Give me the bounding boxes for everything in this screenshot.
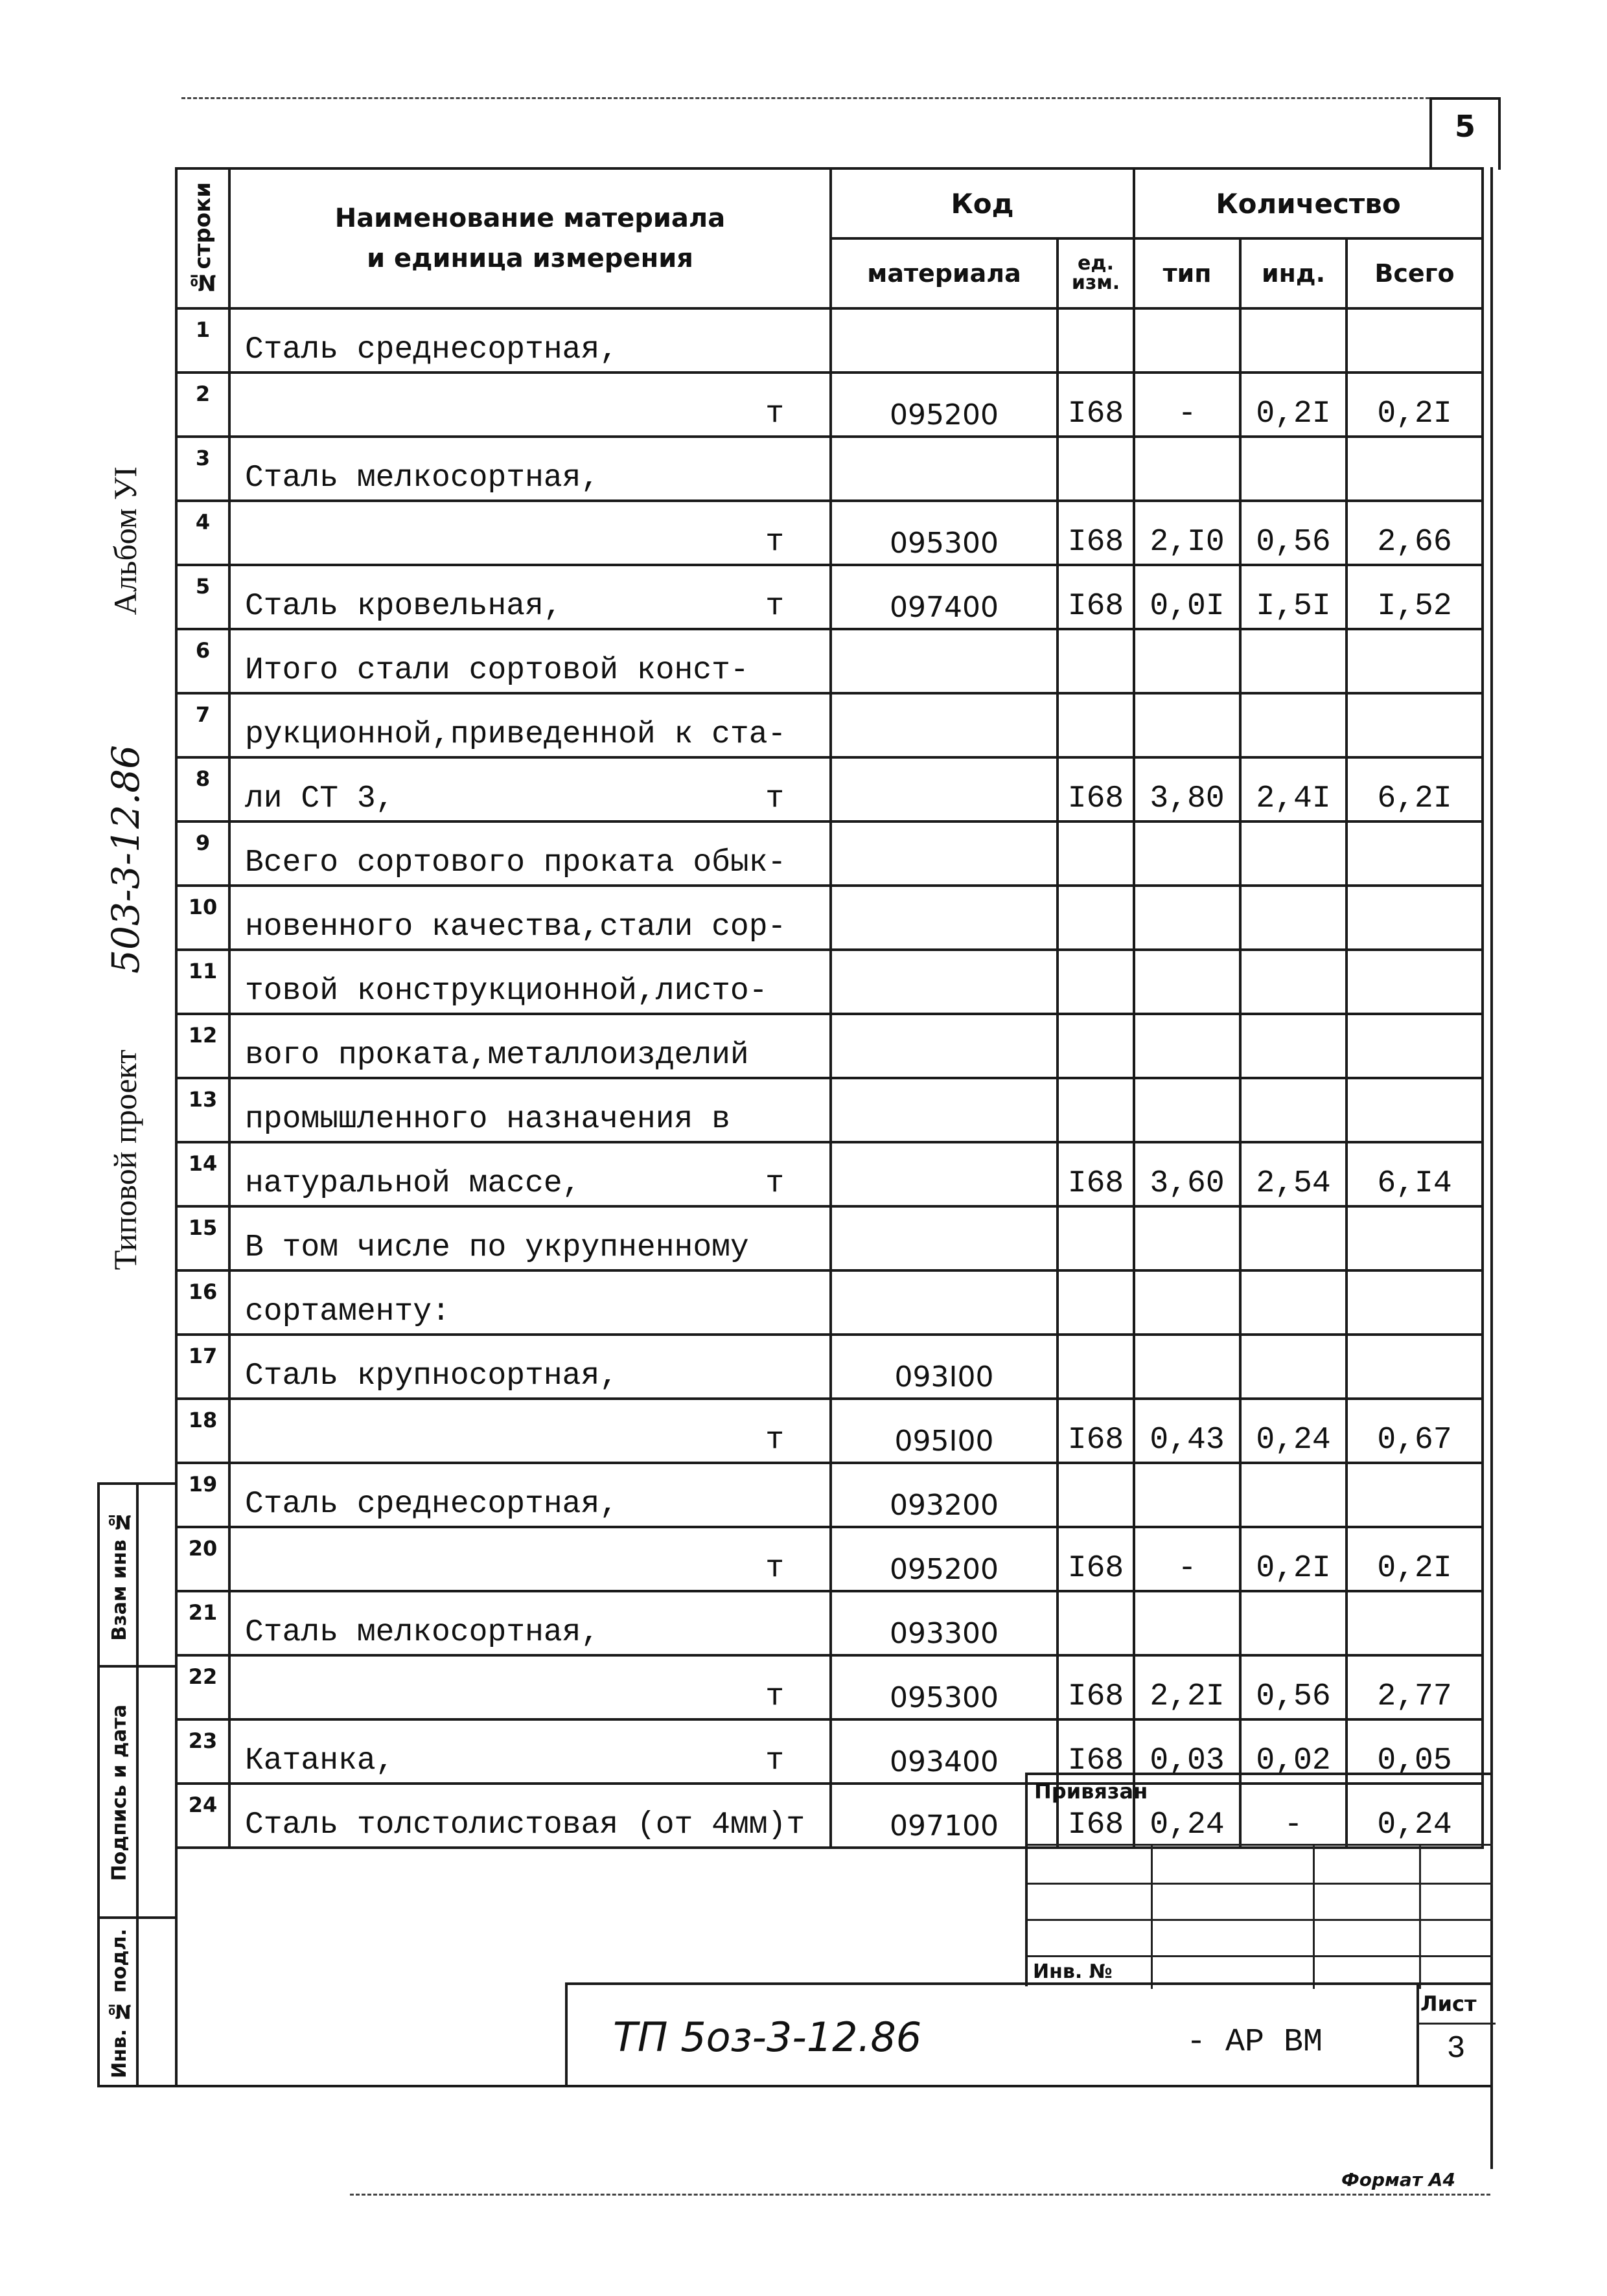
header-code-unit: ед. изм. <box>1058 238 1134 308</box>
unit-code: I68 <box>1058 757 1134 821</box>
material-code: 093300 <box>831 1591 1058 1655</box>
material-name <box>229 308 831 373</box>
unit-code <box>1058 1270 1134 1335</box>
row-number: 4 <box>176 501 229 565</box>
unit-code <box>1058 1335 1134 1399</box>
material-code <box>831 693 1058 757</box>
qty-total <box>1347 1463 1483 1527</box>
material-code: 095300 <box>831 1655 1058 1719</box>
qty-ind: 0,02 <box>1240 1719 1347 1784</box>
table-row <box>176 886 1483 950</box>
qty-total <box>1347 1335 1483 1399</box>
doc-code: ТП 5оз-3-12.86 <box>613 2014 922 2061</box>
project-code-side: 503-3-12.86 <box>104 745 148 974</box>
unit-of-measure: т <box>765 525 784 560</box>
material-name-text: Сталь мелкосортная, <box>245 461 600 496</box>
qty-typ <box>1134 1463 1240 1527</box>
table-row <box>176 1078 1483 1142</box>
table-row <box>176 1142 1483 1206</box>
qty-typ <box>1134 1078 1240 1142</box>
material-name <box>229 1206 831 1270</box>
qty-typ: 0,0I <box>1134 565 1240 629</box>
row-number: 16 <box>176 1270 229 1335</box>
stamp-column <box>97 1482 178 2087</box>
qty-ind <box>1240 886 1347 950</box>
header-row-number: №строки <box>176 168 229 308</box>
material-code <box>831 757 1058 821</box>
material-name <box>229 1527 831 1591</box>
header-name: Наименование материала и единица измерения <box>229 168 831 308</box>
qty-ind: 2,54 <box>1240 1142 1347 1206</box>
material-name-text: Сталь кровельная, <box>245 589 562 624</box>
table-row <box>176 950 1483 1014</box>
material-code: 097400 <box>831 565 1058 629</box>
material-name <box>229 1399 831 1463</box>
material-name <box>229 757 831 821</box>
qty-ind: 2,4I <box>1240 757 1347 821</box>
material-name-text: Катанка, <box>245 1743 395 1778</box>
table-row <box>176 821 1483 886</box>
table-row <box>176 1335 1483 1399</box>
material-code: 095200 <box>831 1527 1058 1591</box>
qty-ind <box>1240 693 1347 757</box>
unit-code <box>1058 437 1134 501</box>
header-qty-typ: тип <box>1134 238 1240 308</box>
qty-ind <box>1240 437 1347 501</box>
material-name <box>229 501 831 565</box>
qty-ind <box>1240 1463 1347 1527</box>
material-name <box>229 1335 831 1399</box>
unit-of-measure: т <box>765 396 784 431</box>
qty-total <box>1347 821 1483 886</box>
qty-total <box>1347 886 1483 950</box>
material-name <box>229 693 831 757</box>
qty-total: 6,2I <box>1347 757 1483 821</box>
unit-of-measure: т <box>765 1423 784 1458</box>
qty-ind: 0,2I <box>1240 1527 1347 1591</box>
materials-table <box>175 167 1484 1849</box>
qty-total <box>1347 1591 1483 1655</box>
qty-total: 0,2I <box>1347 373 1483 437</box>
replace-inv-label: Взам инв № <box>108 1510 131 1641</box>
table-row <box>176 1591 1483 1655</box>
row-number: 19 <box>176 1463 229 1527</box>
row-number: 20 <box>176 1527 229 1591</box>
table-row <box>176 629 1483 693</box>
qty-total: 0,67 <box>1347 1399 1483 1463</box>
qty-ind <box>1240 821 1347 886</box>
qty-total <box>1347 1206 1483 1270</box>
qty-ind: 0,56 <box>1240 1655 1347 1719</box>
qty-typ: 2,I0 <box>1134 501 1240 565</box>
qty-ind: I,5I <box>1240 565 1347 629</box>
header-qty-total: Всего <box>1347 238 1483 308</box>
sheet-label: Лист <box>1420 1992 1477 2016</box>
row-number: 22 <box>176 1655 229 1719</box>
qty-total <box>1347 950 1483 1014</box>
qty-typ <box>1134 1014 1240 1078</box>
material-code: 093200 <box>831 1463 1058 1527</box>
qty-ind <box>1240 1270 1347 1335</box>
qty-typ <box>1134 1335 1240 1399</box>
qty-typ <box>1134 308 1240 373</box>
unit-code: I68 <box>1058 1719 1134 1784</box>
unit-code: I68 <box>1058 1527 1134 1591</box>
unit-code: I68 <box>1058 1142 1134 1206</box>
unit-code <box>1058 693 1134 757</box>
material-name-text: вого проката,металлоизделий <box>245 1038 749 1073</box>
qty-typ: - <box>1134 373 1240 437</box>
doc-suffix: - АР ВМ <box>1186 2024 1323 2061</box>
material-name-text: рукционной,приведенной к ста- <box>245 717 787 752</box>
qty-typ: 0,24 <box>1134 1784 1240 1848</box>
inv-label: Инв. № <box>1033 1960 1113 1983</box>
table-row <box>176 565 1483 629</box>
table-row <box>176 373 1483 437</box>
material-name-text: сортаменту: <box>245 1294 450 1329</box>
qty-ind <box>1240 1591 1347 1655</box>
table-row <box>176 1014 1483 1078</box>
material-name <box>229 565 831 629</box>
table-row <box>176 308 1483 373</box>
material-name-text: Итого стали сортовой конст- <box>245 653 749 688</box>
unit-code <box>1058 308 1134 373</box>
material-code: 093400 <box>831 1719 1058 1784</box>
qty-typ: 3,60 <box>1134 1142 1240 1206</box>
qty-total <box>1347 693 1483 757</box>
qty-total: 0,24 <box>1347 1784 1483 1848</box>
material-name <box>229 1142 831 1206</box>
qty-total: 0,05 <box>1347 1719 1483 1784</box>
doc-code-box <box>565 1982 1493 2086</box>
table-row <box>176 437 1483 501</box>
unit-code: I68 <box>1058 1655 1134 1719</box>
material-code <box>831 1142 1058 1206</box>
table-row <box>176 1463 1483 1527</box>
material-code <box>831 950 1058 1014</box>
project-label: Типовой проект <box>107 1050 143 1270</box>
table-row <box>176 501 1483 565</box>
unit-code: I68 <box>1058 501 1134 565</box>
row-number: 3 <box>176 437 229 501</box>
material-name-text: Сталь мелкосортная, <box>245 1615 600 1650</box>
row-number: 6 <box>176 629 229 693</box>
qty-total: 6,I4 <box>1347 1142 1483 1206</box>
qty-ind <box>1240 629 1347 693</box>
material-code: 095I00 <box>831 1399 1058 1463</box>
qty-typ: 3,80 <box>1134 757 1240 821</box>
qty-total: I,52 <box>1347 565 1483 629</box>
qty-total <box>1347 308 1483 373</box>
qty-total <box>1347 1270 1483 1335</box>
qty-ind: 0,24 <box>1240 1399 1347 1463</box>
row-number: 1 <box>176 308 229 373</box>
qty-typ <box>1134 629 1240 693</box>
material-name-text: Сталь среднесортная, <box>245 1487 619 1522</box>
material-code <box>831 1078 1058 1142</box>
qty-typ <box>1134 1270 1240 1335</box>
qty-typ: 0,43 <box>1134 1399 1240 1463</box>
qty-total <box>1347 629 1483 693</box>
qty-typ: 2,2I <box>1134 1655 1240 1719</box>
material-code: 097100 <box>831 1784 1058 1848</box>
material-name <box>229 373 831 437</box>
qty-ind: - <box>1240 1784 1347 1848</box>
material-code <box>831 1014 1058 1078</box>
row-number: 7 <box>176 693 229 757</box>
qty-total: 0,2I <box>1347 1527 1483 1591</box>
material-name <box>229 1463 831 1527</box>
material-name-text: Всего сортового проката обык- <box>245 845 787 880</box>
row-number: 18 <box>176 1399 229 1463</box>
album-label: Альбом УI <box>107 466 143 615</box>
top-edge-line <box>181 97 1464 99</box>
material-name-text: В том числе по укрупненному <box>245 1230 749 1265</box>
material-name-text: Сталь толстолистовая (от 4мм)т <box>245 1808 805 1843</box>
qty-typ: - <box>1134 1527 1240 1591</box>
row-number: 15 <box>176 1206 229 1270</box>
header-qty-ind: инд. <box>1240 238 1347 308</box>
lower-left-frame <box>175 1659 178 2086</box>
header-code-group: Код <box>831 168 1134 238</box>
unit-code: I68 <box>1058 373 1134 437</box>
material-code <box>831 1270 1058 1335</box>
qty-typ <box>1134 1206 1240 1270</box>
unit-code <box>1058 950 1134 1014</box>
qty-ind: 0,2I <box>1240 373 1347 437</box>
qty-typ <box>1134 437 1240 501</box>
qty-total <box>1347 1078 1483 1142</box>
table-row <box>176 1399 1483 1463</box>
material-name <box>229 1784 831 1848</box>
unit-code: I68 <box>1058 565 1134 629</box>
unit-of-measure: т <box>765 589 784 624</box>
qty-ind <box>1240 1335 1347 1399</box>
header-code-material: материала <box>831 238 1058 308</box>
unit-of-measure: т <box>765 1551 784 1586</box>
row-number: 9 <box>176 821 229 886</box>
bottom-edge-line <box>350 2194 1490 2196</box>
row-number: 10 <box>176 886 229 950</box>
unit-code <box>1058 1463 1134 1527</box>
material-name <box>229 821 831 886</box>
material-name <box>229 1014 831 1078</box>
material-name <box>229 629 831 693</box>
binding-box <box>1025 1773 1493 1986</box>
material-name <box>229 1655 831 1719</box>
material-code <box>831 437 1058 501</box>
material-name <box>229 1719 831 1784</box>
material-code <box>831 308 1058 373</box>
table-row <box>176 1206 1483 1270</box>
unit-code: I68 <box>1058 1399 1134 1463</box>
row-number: 21 <box>176 1591 229 1655</box>
material-name <box>229 1078 831 1142</box>
qty-typ <box>1134 1591 1240 1655</box>
unit-code <box>1058 1591 1134 1655</box>
material-name-text: Сталь среднесортная, <box>245 332 619 367</box>
qty-typ <box>1134 693 1240 757</box>
format-label: Формат А4 <box>1341 2169 1455 2190</box>
qty-ind <box>1240 1078 1347 1142</box>
row-number: 23 <box>176 1719 229 1784</box>
table-row <box>176 757 1483 821</box>
unit-code: I68 <box>1058 1784 1134 1848</box>
material-code <box>831 886 1058 950</box>
row-number: 13 <box>176 1078 229 1142</box>
unit-code <box>1058 1078 1134 1142</box>
sheet-number: 3 <box>1446 2032 1466 2067</box>
row-number: 17 <box>176 1335 229 1399</box>
qty-total: 2,66 <box>1347 501 1483 565</box>
material-name <box>229 437 831 501</box>
row-number: 8 <box>176 757 229 821</box>
material-name-text: натуральной массе, <box>245 1166 581 1201</box>
material-code <box>831 1206 1058 1270</box>
unit-of-measure: т <box>765 781 784 816</box>
row-number: 12 <box>176 1014 229 1078</box>
qty-total <box>1347 1014 1483 1078</box>
binding-label: Привязан <box>1034 1779 1148 1804</box>
material-name <box>229 886 831 950</box>
material-code: 095300 <box>831 501 1058 565</box>
row-number: 11 <box>176 950 229 1014</box>
qty-ind <box>1240 1014 1347 1078</box>
row-number: 2 <box>176 373 229 437</box>
page-number: 5 <box>1454 109 1475 144</box>
unit-of-measure: т <box>765 1743 784 1778</box>
material-name-text: товой конструкционной,листо- <box>245 974 768 1009</box>
header-qty-group: Количество <box>1134 168 1483 238</box>
unit-code <box>1058 1206 1134 1270</box>
qty-ind <box>1240 1206 1347 1270</box>
unit-code <box>1058 1014 1134 1078</box>
material-name <box>229 950 831 1014</box>
unit-code <box>1058 821 1134 886</box>
qty-total <box>1347 437 1483 501</box>
qty-typ <box>1134 886 1240 950</box>
material-name-text: промышленного назначения в <box>245 1102 730 1137</box>
unit-code <box>1058 886 1134 950</box>
row-number: 24 <box>176 1784 229 1848</box>
material-code: 093I00 <box>831 1335 1058 1399</box>
material-code: 095200 <box>831 373 1058 437</box>
material-code <box>831 821 1058 886</box>
table-row <box>176 1270 1483 1335</box>
qty-ind: 0,56 <box>1240 501 1347 565</box>
table-row <box>176 1655 1483 1719</box>
material-name-text: новенного качества,стали сор- <box>245 910 787 945</box>
qty-typ <box>1134 950 1240 1014</box>
material-name-text: ли СТ 3, <box>245 781 395 816</box>
unit-of-measure: т <box>765 1166 784 1201</box>
qty-typ: 0,03 <box>1134 1719 1240 1784</box>
material-code <box>831 629 1058 693</box>
inv-number-label: Инв. № подл. <box>108 1929 131 2079</box>
material-name <box>229 1270 831 1335</box>
material-name-text: Сталь крупносортная, <box>245 1359 619 1394</box>
table-row <box>176 1527 1483 1591</box>
table-row <box>176 693 1483 757</box>
unit-code <box>1058 629 1134 693</box>
row-number: 5 <box>176 565 229 629</box>
qty-ind <box>1240 308 1347 373</box>
row-number: 14 <box>176 1142 229 1206</box>
signature-date-label: Подпись и дата <box>108 1704 131 1881</box>
unit-of-measure: т <box>765 1679 784 1714</box>
qty-typ <box>1134 821 1240 886</box>
qty-ind <box>1240 950 1347 1014</box>
material-name <box>229 1591 831 1655</box>
qty-total: 2,77 <box>1347 1655 1483 1719</box>
